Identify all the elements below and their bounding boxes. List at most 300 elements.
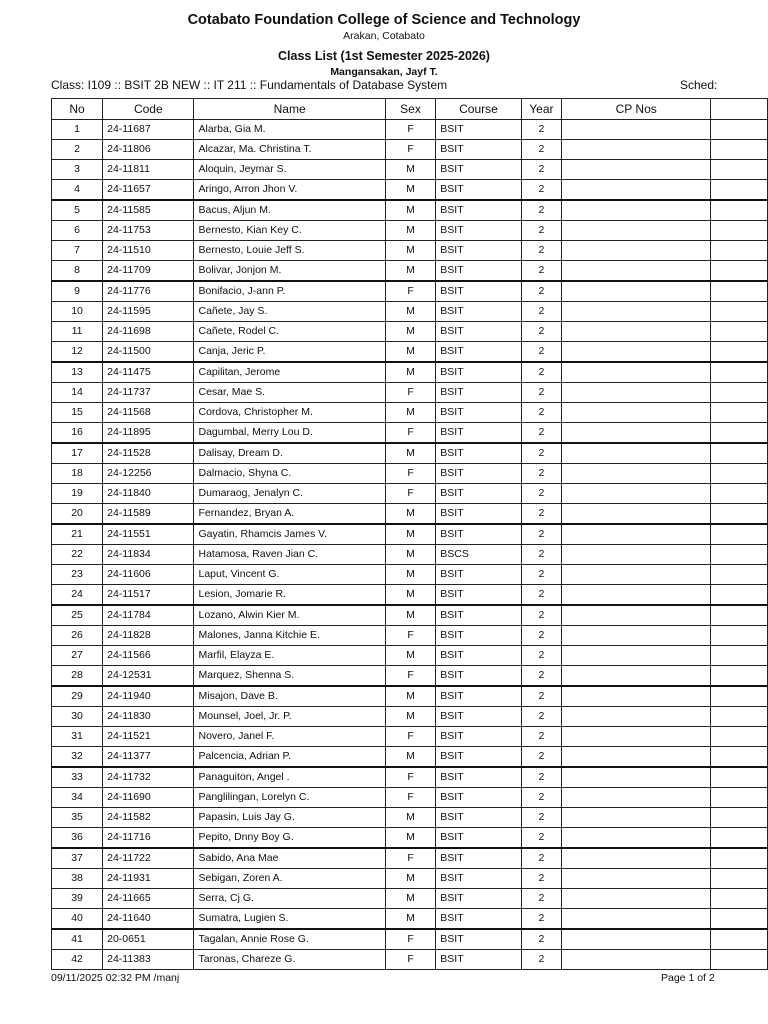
cell-cp-nos — [562, 221, 711, 241]
cell-no: 17 — [52, 443, 103, 464]
cell-course: BSIT — [436, 585, 521, 606]
cell-cp-nos — [562, 848, 711, 869]
cell-no: 3 — [52, 160, 103, 180]
cell-sex: F — [385, 727, 436, 747]
cell-name: Dalmacio, Shyna C. — [194, 464, 385, 484]
cell-sex: M — [385, 342, 436, 363]
cell-name: Mounsel, Joel, Jr. P. — [194, 707, 385, 727]
cell-course: BSIT — [436, 686, 521, 707]
cell-year: 2 — [521, 443, 561, 464]
cell-year: 2 — [521, 322, 561, 342]
table-row — [52, 585, 768, 606]
cell-code: 20-0651 — [103, 929, 194, 950]
cell-code: 24-11383 — [103, 950, 194, 970]
cell-year: 2 — [521, 605, 561, 626]
cell-no: 20 — [52, 504, 103, 525]
cell-cp-nos — [562, 261, 711, 282]
cell-course: BSIT — [436, 302, 521, 322]
cell-no: 42 — [52, 950, 103, 970]
cell-cp-nos — [562, 626, 711, 646]
cell-name: Capilitan, Jerome — [194, 362, 385, 383]
cell-year: 2 — [521, 909, 561, 930]
cell-extra — [711, 443, 768, 464]
cell-year: 2 — [521, 565, 561, 585]
cell-course: BSIT — [436, 120, 521, 140]
cell-name: Serra, Cj G. — [194, 889, 385, 909]
school-name: Cotabato Foundation College of Science and Technology — [187, 12, 581, 28]
cell-no: 9 — [52, 281, 103, 302]
cell-course: BSIT — [436, 727, 521, 747]
cell-sex: M — [385, 180, 436, 201]
cell-extra — [711, 686, 768, 707]
cell-name: Cañete, Jay S. — [194, 302, 385, 322]
cell-code: 24-11377 — [103, 747, 194, 768]
table-row — [52, 504, 768, 525]
cell-sex: M — [385, 605, 436, 626]
cell-code: 24-11830 — [103, 707, 194, 727]
cell-cp-nos — [562, 322, 711, 342]
cell-year: 2 — [521, 362, 561, 383]
cell-sex: F — [385, 626, 436, 646]
table-row — [52, 727, 768, 747]
table-row — [52, 626, 768, 646]
cell-course: BSIT — [436, 261, 521, 282]
table-row — [52, 120, 768, 140]
cell-course: BSIT — [436, 848, 521, 869]
cell-sex: M — [385, 545, 436, 565]
cell-sex: F — [385, 788, 436, 808]
cell-code: 24-11475 — [103, 362, 194, 383]
cell-year: 2 — [521, 848, 561, 869]
cell-course: BSIT — [436, 140, 521, 160]
cell-cp-nos — [562, 545, 711, 565]
cell-name: Panglilingan, Lorelyn C. — [194, 788, 385, 808]
cell-name: Marfil, Elayza E. — [194, 646, 385, 666]
cell-no: 24 — [52, 585, 103, 606]
cell-year: 2 — [521, 383, 561, 403]
table-row — [52, 808, 768, 828]
cell-code: 24-11606 — [103, 565, 194, 585]
cell-cp-nos — [562, 950, 711, 970]
page-number: Page 1 of 2 — [661, 972, 715, 984]
col-header-year: Year — [521, 99, 561, 120]
cell-no: 14 — [52, 383, 103, 403]
cell-extra — [711, 160, 768, 180]
cell-course: BSIT — [436, 464, 521, 484]
cell-sex: M — [385, 160, 436, 180]
cell-extra — [711, 200, 768, 221]
cell-course: BSIT — [436, 828, 521, 849]
cell-name: Sumatra, Lugien S. — [194, 909, 385, 930]
cell-code: 24-11595 — [103, 302, 194, 322]
cell-sex: M — [385, 686, 436, 707]
cell-name: Cordova, Christopher M. — [194, 403, 385, 423]
cell-no: 36 — [52, 828, 103, 849]
cell-code: 24-11840 — [103, 484, 194, 504]
cell-name: Dagumbal, Merry Lou D. — [194, 423, 385, 444]
cell-code: 24-11690 — [103, 788, 194, 808]
cell-year: 2 — [521, 788, 561, 808]
cell-year: 2 — [521, 342, 561, 363]
table-row — [52, 302, 768, 322]
cell-cp-nos — [562, 362, 711, 383]
cell-extra — [711, 524, 768, 545]
class-list-table — [51, 98, 768, 970]
school-address: Arakan, Cotabato — [343, 30, 425, 42]
cell-cp-nos — [562, 524, 711, 545]
cell-no: 16 — [52, 423, 103, 444]
cell-course: BSIT — [436, 322, 521, 342]
cell-name: Hatamosa, Raven Jian C. — [194, 545, 385, 565]
cell-cp-nos — [562, 929, 711, 950]
cell-extra — [711, 281, 768, 302]
cell-code: 24-11784 — [103, 605, 194, 626]
cell-extra — [711, 747, 768, 768]
cell-year: 2 — [521, 727, 561, 747]
table-row — [52, 464, 768, 484]
table-row — [52, 221, 768, 241]
cell-extra — [711, 950, 768, 970]
cell-extra — [711, 140, 768, 160]
cell-name: Dalisay, Dream D. — [194, 443, 385, 464]
cell-cp-nos — [562, 565, 711, 585]
cell-name: Novero, Janel F. — [194, 727, 385, 747]
cell-cp-nos — [562, 747, 711, 768]
cell-code: 24-11582 — [103, 808, 194, 828]
cell-course: BSIT — [436, 443, 521, 464]
col-header-name: Name — [194, 99, 385, 120]
cell-no: 32 — [52, 747, 103, 768]
cell-code: 24-11722 — [103, 848, 194, 869]
cell-course: BSIT — [436, 666, 521, 687]
cell-name: Lozano, Alwin Kier M. — [194, 605, 385, 626]
cell-no: 38 — [52, 869, 103, 889]
table-row — [52, 140, 768, 160]
cell-no: 11 — [52, 322, 103, 342]
cell-course: BSIT — [436, 403, 521, 423]
cell-year: 2 — [521, 221, 561, 241]
cell-code: 24-11657 — [103, 180, 194, 201]
cell-no: 21 — [52, 524, 103, 545]
cell-extra — [711, 423, 768, 444]
cell-name: Cesar, Mae S. — [194, 383, 385, 403]
cell-name: Aringo, Arron Jhon V. — [194, 180, 385, 201]
table-row — [52, 524, 768, 545]
cell-year: 2 — [521, 869, 561, 889]
cell-sex: M — [385, 565, 436, 585]
table-row — [52, 767, 768, 788]
cell-cp-nos — [562, 160, 711, 180]
table-row — [52, 281, 768, 302]
cell-sex: M — [385, 221, 436, 241]
table-row — [52, 200, 768, 221]
table-row — [52, 565, 768, 585]
cell-sex: M — [385, 869, 436, 889]
cell-course: BSIT — [436, 241, 521, 261]
cell-course: BSIT — [436, 362, 521, 383]
cell-course: BSIT — [436, 423, 521, 444]
cell-sex: M — [385, 585, 436, 606]
cell-cp-nos — [562, 767, 711, 788]
cell-code: 24-11551 — [103, 524, 194, 545]
cell-name: Alcazar, Ma. Christina T. — [194, 140, 385, 160]
cell-extra — [711, 362, 768, 383]
cell-year: 2 — [521, 686, 561, 707]
table-row — [52, 788, 768, 808]
cell-extra — [711, 869, 768, 889]
cell-extra — [711, 626, 768, 646]
cell-name: Misajon, Dave B. — [194, 686, 385, 707]
cell-year: 2 — [521, 241, 561, 261]
cell-name: Dumaraog, Jenalyn C. — [194, 484, 385, 504]
cell-year: 2 — [521, 484, 561, 504]
cell-cp-nos — [562, 241, 711, 261]
cell-cp-nos — [562, 686, 711, 707]
cell-no: 19 — [52, 484, 103, 504]
table-row — [52, 828, 768, 849]
cell-sex: M — [385, 808, 436, 828]
cell-cp-nos — [562, 464, 711, 484]
cell-no: 13 — [52, 362, 103, 383]
cell-year: 2 — [521, 140, 561, 160]
table-row — [52, 322, 768, 342]
cell-course: BSIT — [436, 909, 521, 930]
cell-course: BSIT — [436, 788, 521, 808]
table-row — [52, 909, 768, 930]
cell-cp-nos — [562, 120, 711, 140]
cell-name: Tagalan, Annie Rose G. — [194, 929, 385, 950]
cell-sex: M — [385, 443, 436, 464]
cell-sex: M — [385, 362, 436, 383]
cell-name: Lesion, Jomarie R. — [194, 585, 385, 606]
cell-code: 24-11828 — [103, 626, 194, 646]
cell-cp-nos — [562, 140, 711, 160]
cell-code: 24-11589 — [103, 504, 194, 525]
cell-extra — [711, 302, 768, 322]
table-row — [52, 241, 768, 261]
cell-code: 24-11709 — [103, 261, 194, 282]
cell-name: Laput, Vincent G. — [194, 565, 385, 585]
cell-year: 2 — [521, 504, 561, 525]
cell-cp-nos — [562, 889, 711, 909]
cell-extra — [711, 707, 768, 727]
cell-course: BSIT — [436, 342, 521, 363]
cell-cp-nos — [562, 646, 711, 666]
cell-sex: M — [385, 302, 436, 322]
cell-sex: F — [385, 484, 436, 504]
cell-code: 24-11500 — [103, 342, 194, 363]
col-header-sex: Sex — [385, 99, 436, 120]
cell-sex: M — [385, 909, 436, 930]
cell-no: 41 — [52, 929, 103, 950]
cell-cp-nos — [562, 727, 711, 747]
cell-extra — [711, 342, 768, 363]
cell-cp-nos — [562, 281, 711, 302]
cell-course: BSIT — [436, 221, 521, 241]
cell-code: 24-11566 — [103, 646, 194, 666]
cell-cp-nos — [562, 423, 711, 444]
cell-sex: M — [385, 747, 436, 768]
cell-name: Palcencia, Adrian P. — [194, 747, 385, 768]
table-row — [52, 747, 768, 768]
cell-extra — [711, 464, 768, 484]
cell-name: Marquez, Shenna S. — [194, 666, 385, 687]
cell-extra — [711, 767, 768, 788]
cell-name: Bernesto, Louie Jeff S. — [194, 241, 385, 261]
cell-code: 24-11568 — [103, 403, 194, 423]
table-row — [52, 950, 768, 970]
cell-course: BSIT — [436, 383, 521, 403]
cell-no: 2 — [52, 140, 103, 160]
cell-name: Alarba, Gia M. — [194, 120, 385, 140]
cell-code: 24-11811 — [103, 160, 194, 180]
cell-no: 31 — [52, 727, 103, 747]
cell-code: 24-11665 — [103, 889, 194, 909]
cell-cp-nos — [562, 707, 711, 727]
cell-name: Pepito, Dnny Boy G. — [194, 828, 385, 849]
cell-extra — [711, 383, 768, 403]
cell-sex: M — [385, 707, 436, 727]
cell-extra — [711, 828, 768, 849]
cell-year: 2 — [521, 626, 561, 646]
cell-code: 24-12531 — [103, 666, 194, 687]
cell-no: 25 — [52, 605, 103, 626]
cell-no: 39 — [52, 889, 103, 909]
cell-extra — [711, 788, 768, 808]
cell-year: 2 — [521, 180, 561, 201]
instructor-name: Mangansakan, Jayf T. — [330, 66, 438, 78]
cell-year: 2 — [521, 646, 561, 666]
table-row — [52, 362, 768, 383]
cell-sex: M — [385, 504, 436, 525]
cell-code: 24-11940 — [103, 686, 194, 707]
cell-code: 24-12256 — [103, 464, 194, 484]
cell-sex: M — [385, 261, 436, 282]
cell-code: 24-11510 — [103, 241, 194, 261]
cell-code: 24-11776 — [103, 281, 194, 302]
cell-course: BSCS — [436, 545, 521, 565]
cell-name: Aloquin, Jeymar S. — [194, 160, 385, 180]
cell-no: 4 — [52, 180, 103, 201]
cell-extra — [711, 504, 768, 525]
cell-sex: F — [385, 120, 436, 140]
cell-extra — [711, 605, 768, 626]
cell-no: 5 — [52, 200, 103, 221]
cell-sex: M — [385, 241, 436, 261]
cell-name: Bolivar, Jonjon M. — [194, 261, 385, 282]
cell-no: 28 — [52, 666, 103, 687]
cell-sex: M — [385, 322, 436, 342]
cell-name: Bacus, Aljun M. — [194, 200, 385, 221]
cell-year: 2 — [521, 423, 561, 444]
cell-no: 37 — [52, 848, 103, 869]
cell-course: BSIT — [436, 646, 521, 666]
table-row — [52, 545, 768, 565]
cell-cp-nos — [562, 200, 711, 221]
cell-extra — [711, 848, 768, 869]
cell-code: 24-11834 — [103, 545, 194, 565]
cell-name: Sebigan, Zoren A. — [194, 869, 385, 889]
cell-sex: F — [385, 950, 436, 970]
cell-year: 2 — [521, 524, 561, 545]
cell-year: 2 — [521, 261, 561, 282]
cell-extra — [711, 221, 768, 241]
table-row — [52, 869, 768, 889]
cell-course: BSIT — [436, 565, 521, 585]
cell-no: 33 — [52, 767, 103, 788]
cell-cp-nos — [562, 909, 711, 930]
cell-no: 12 — [52, 342, 103, 363]
cell-year: 2 — [521, 200, 561, 221]
cell-sex: F — [385, 848, 436, 869]
col-header-code: Code — [103, 99, 194, 120]
cell-name: Bernesto, Kian Key C. — [194, 221, 385, 241]
cell-sex: M — [385, 646, 436, 666]
cell-year: 2 — [521, 767, 561, 788]
col-header-course: Course — [436, 99, 521, 120]
cell-name: Bonifacio, J-ann P. — [194, 281, 385, 302]
cell-course: BSIT — [436, 180, 521, 201]
cell-sex: F — [385, 140, 436, 160]
cell-course: BSIT — [436, 767, 521, 788]
cell-no: 6 — [52, 221, 103, 241]
cell-extra — [711, 909, 768, 930]
cell-course: BSIT — [436, 504, 521, 525]
cell-sex: F — [385, 281, 436, 302]
cell-sex: M — [385, 403, 436, 423]
cell-name: Taronas, Chareze G. — [194, 950, 385, 970]
table-row — [52, 342, 768, 363]
cell-extra — [711, 322, 768, 342]
cell-extra — [711, 889, 768, 909]
table-row — [52, 261, 768, 282]
cell-no: 7 — [52, 241, 103, 261]
cell-no: 35 — [52, 808, 103, 828]
cell-cp-nos — [562, 808, 711, 828]
cell-extra — [711, 120, 768, 140]
cell-course: BSIT — [436, 524, 521, 545]
cell-code: 24-11687 — [103, 120, 194, 140]
cell-extra — [711, 585, 768, 606]
cell-no: 30 — [52, 707, 103, 727]
cell-sex: F — [385, 929, 436, 950]
cell-extra — [711, 403, 768, 423]
table-row — [52, 443, 768, 464]
cell-code: 24-11931 — [103, 869, 194, 889]
cell-code: 24-11698 — [103, 322, 194, 342]
cell-extra — [711, 484, 768, 504]
cell-code: 24-11753 — [103, 221, 194, 241]
cell-no: 27 — [52, 646, 103, 666]
table-header-row — [52, 99, 768, 120]
col-header-extra — [711, 99, 768, 120]
cell-sex: F — [385, 383, 436, 403]
table-row — [52, 383, 768, 403]
cell-code: 24-11737 — [103, 383, 194, 403]
cell-sex: F — [385, 666, 436, 687]
cell-year: 2 — [521, 828, 561, 849]
cell-code: 24-11528 — [103, 443, 194, 464]
cell-year: 2 — [521, 808, 561, 828]
cell-year: 2 — [521, 585, 561, 606]
cell-extra — [711, 545, 768, 565]
cell-sex: M — [385, 524, 436, 545]
cell-no: 22 — [52, 545, 103, 565]
table-row — [52, 848, 768, 869]
cell-no: 34 — [52, 788, 103, 808]
cell-course: BSIT — [436, 605, 521, 626]
cell-cp-nos — [562, 828, 711, 849]
